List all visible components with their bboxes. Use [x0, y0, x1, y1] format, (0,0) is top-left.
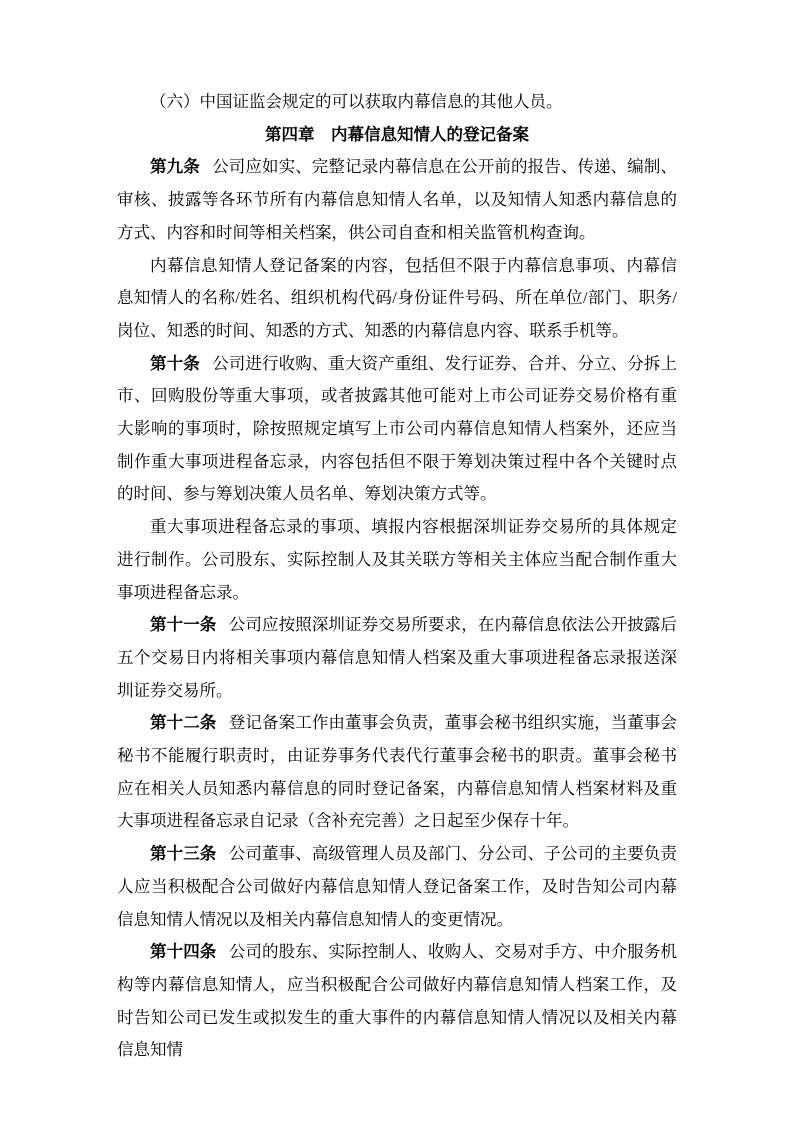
article-label: 第十四条: [150, 943, 217, 962]
paragraph-text: 内幕信息知情人登记备案的内容，包括但不限于内幕信息事项、内幕信息知情人的名称/姓名、组织机构代码/身份证件号码、所在单位/部门、职务/岗位、知悉的时间、知悉的方式、知悉的内幕信息内容、联系手机等。: [117, 255, 677, 340]
article-text: 公司应按照深圳证券交易所要求，在内幕信息依法公开披露后五个交易日内将相关事项内幕信息知情人档案及重大事项进程备忘录报送深圳证券交易所。: [117, 615, 678, 700]
article-text: 公司董事、高级管理人员及部门、分公司、子公司的主要负责人应当积极配合公司做好内幕信息知情人登记备案工作，及时告知公司内幕信息知情人情况以及相关内幕信息知情人的变更情况。: [117, 844, 678, 929]
article-paragraph: [117, 609, 677, 707]
article-text: 公司进行收购、重大资产重组、发行证券、合并、分立、分拆上市、回购股份等重大事项，或者披露其他可能对上市公司证券交易价格有重大影响的事项时，除按照规定填写上市公司内幕信息知情人档案外，还应当制作重大事项进程备忘录，内容包括但不限于筹划决策过程中各个关键时点的时间、参与筹划决策人员名单、筹划决策方式等。: [117, 353, 678, 504]
article-paragraph: [117, 838, 677, 936]
intro-list-item: [117, 86, 677, 119]
article-label: 第十二条: [150, 714, 217, 733]
article-paragraph: [117, 151, 677, 249]
article-label: 第九条: [150, 158, 200, 177]
article-label: 第十一条: [150, 616, 217, 635]
article-label: 第十条: [150, 354, 200, 373]
body-paragraph: [117, 250, 677, 348]
article-label: 第十三条: [150, 845, 217, 864]
article-text: 登记备案工作由董事会负责，董事会秘书组织实施，当董事会秘书不能履行职责时，由证券事务代表代行董事会秘书的职责。董事会秘书应在相关人员知悉内幕信息的同时登记备案，内幕信息知情人档案材料及重大事项进程备忘录自记录（含补充完善）之日起至少保存十年。: [117, 713, 678, 831]
intro-list-item-text: （六）中国证监会规定的可以获取内幕信息的其他人员。: [150, 92, 563, 111]
article-paragraph: [117, 936, 677, 1067]
body-paragraph: [117, 511, 677, 609]
article-text: 公司的股东、实际控制人、收购人、交易对手方、中介服务机构等内幕信息知情人，应当积极配合公司做好内幕信息知情人档案工作，及时告知公司已发生或拟发生的重大事件的内幕信息知情人情况以及相关内幕信息知情: [117, 942, 678, 1060]
article-paragraph: [117, 348, 677, 512]
article-text: 公司应如实、完整记录内幕信息在公开前的报告、传递、编制、审核、披露等各环节所有内幕信息知情人名单，以及知情人知悉内幕信息的方式、内容和时间等相关档案，供公司自查和相关监管机构查询。: [117, 157, 678, 242]
article-paragraph: [117, 707, 677, 838]
paragraph-text: 重大事项进程备忘录的事项、填报内容根据深圳证券交易所的具体规定进行制作。公司股东、实际控制人及其关联方等相关主体应当配合制作重大事项进程备忘录。: [117, 517, 677, 602]
document-content: [117, 86, 677, 1067]
chapter-heading: 第四章 内幕信息知情人的登记备案: [265, 125, 529, 144]
